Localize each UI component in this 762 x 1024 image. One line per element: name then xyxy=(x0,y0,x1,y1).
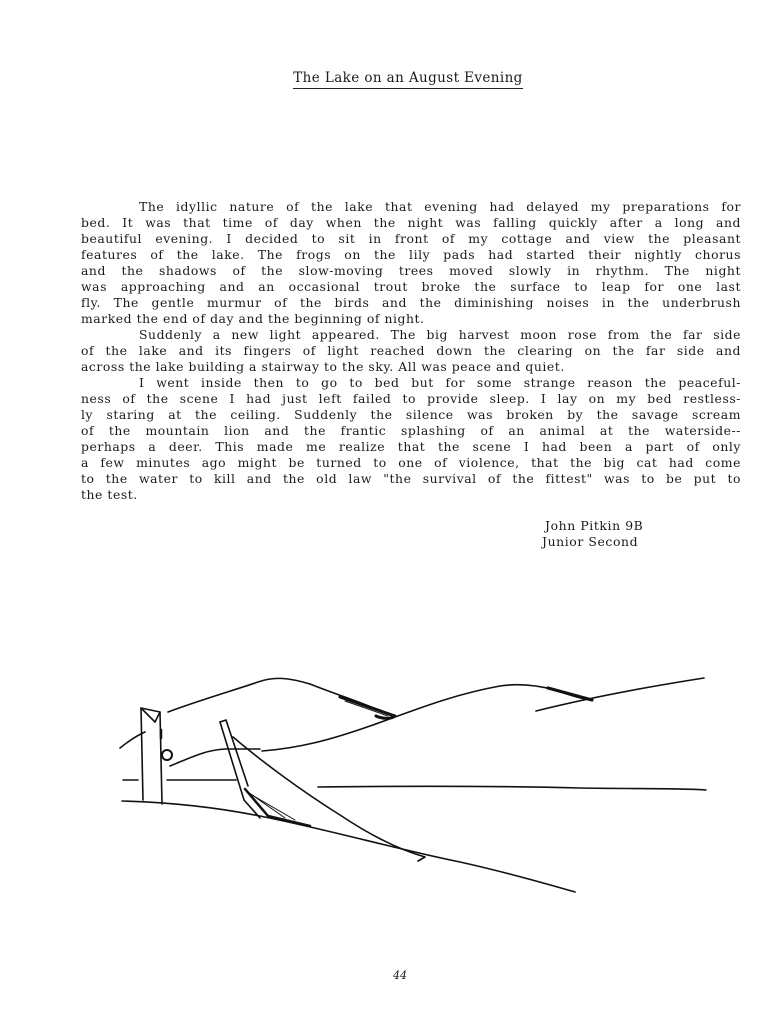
text-line: of the mountain lion and the frantic splashing of an animal at the waterside-- xyxy=(81,423,741,438)
paragraph-3 xyxy=(81,375,741,503)
lake-illustration xyxy=(0,640,762,920)
page-number: 44 xyxy=(393,969,407,982)
text-line: perhaps a deer. This made me realize that the scene I had been a part of only xyxy=(81,439,741,454)
story-body xyxy=(81,199,741,503)
signature-block xyxy=(542,518,643,550)
text-line: the test. xyxy=(81,487,138,502)
text-line: beautiful evening. I decided to sit in front of my cottage and view the pleasant xyxy=(81,231,741,246)
text-line: I went inside then to go to bed but for some strange reason the peaceful- xyxy=(139,375,741,390)
text-line: The idyllic nature of the lake that evening had delayed my preparations for xyxy=(139,199,741,214)
page-title-text: The Lake on an August Evening xyxy=(293,70,522,89)
paragraph-2 xyxy=(81,327,741,375)
text-line: of the lake and its fingers of light reached down the clearing on the far side and xyxy=(81,343,741,358)
text-line: and the shadows of the slow-moving trees moved slowly in rhythm. The night xyxy=(81,263,741,278)
text-line: ly staring at the ceiling. Suddenly the silence was broken by the savage scream xyxy=(81,407,741,422)
text-line: fly. The gentle murmur of the birds and the diminishing noises in the underbrush xyxy=(81,295,741,310)
text-line: features of the lake. The frogs on the lily pads had started their nightly chorus xyxy=(81,247,741,262)
page-title xyxy=(0,70,762,89)
text-line: bed. It was that time of day when the night was falling quickly after a long and xyxy=(81,215,741,230)
author-name: John Pitkin 9B xyxy=(545,518,644,533)
text-line: to the water to kill and the old law "the survival of the fittest" was to be put to xyxy=(81,471,741,486)
text-line: Suddenly a new light appeared. The big harvest moon rose from the far side xyxy=(139,327,741,342)
text-line: a few minutes ago might be turned to one of violence, that the big cat had come xyxy=(81,455,741,470)
author-grade: Junior Second xyxy=(542,534,639,549)
paragraph-1 xyxy=(81,199,741,327)
text-line: across the lake building a stairway to the sky. All was peace and quiet. xyxy=(81,359,565,374)
text-line: was approaching and an occasional trout broke the surface to leap for one last xyxy=(81,279,741,294)
text-line: marked the end of day and the beginning of night. xyxy=(81,311,425,326)
text-line: ness of the scene I had just left failed to provide sleep. I lay on my bed restless- xyxy=(81,391,741,406)
